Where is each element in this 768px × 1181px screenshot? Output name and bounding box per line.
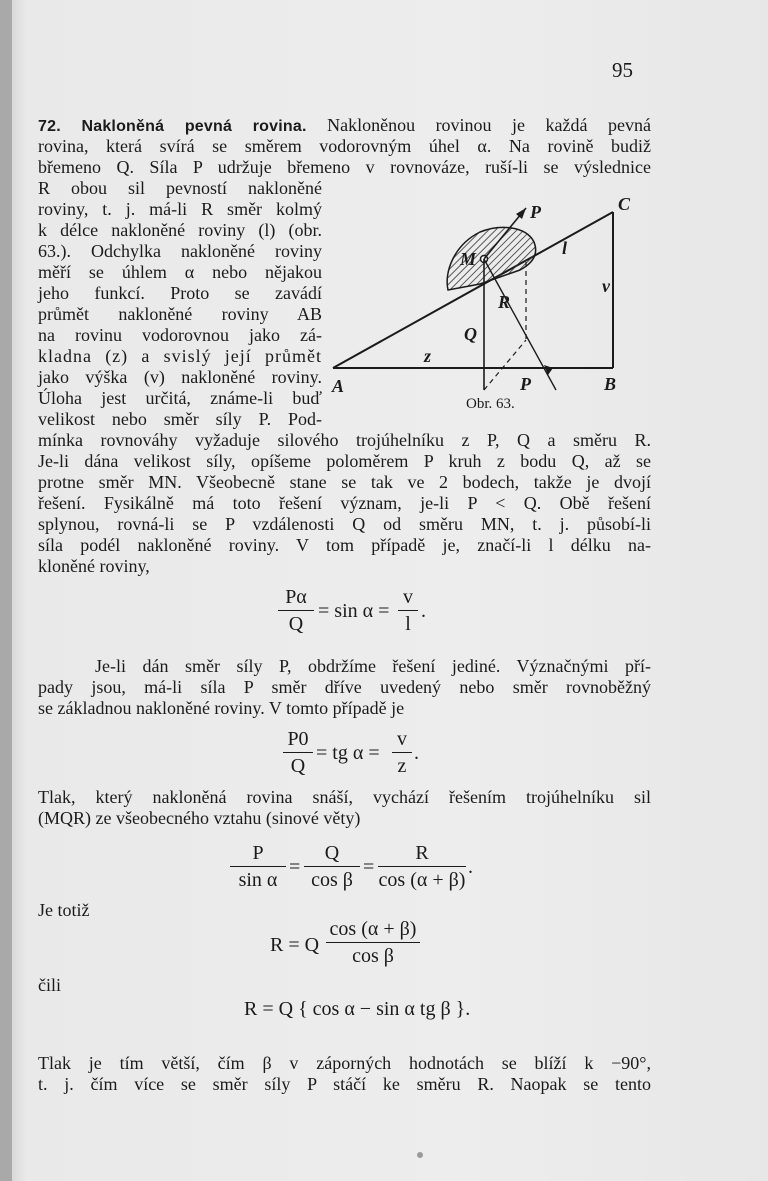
text-line: (MQR) ze všeobecného vztahu (sinové věty) <box>38 808 361 828</box>
fraction-bar <box>304 866 360 867</box>
text-line: řešení. Fysikálně má toto řešení význam, je-li P < Q. Obě řešení <box>38 493 651 513</box>
eq3-den-1: sin α <box>238 869 278 891</box>
eq2-numerator: P0 <box>287 728 309 750</box>
eq3-num-1: P <box>252 842 264 864</box>
text-line: průmět nakloněné roviny AB <box>38 304 322 324</box>
eq3-equals-1: = <box>289 856 301 878</box>
eq4-denominator: cos β <box>352 945 394 967</box>
text-line: břemeno Q. Síla P udržuje břemeno v rovnováze, ruší-li se výslednice <box>38 157 651 177</box>
eq4-numerator: cos (α + β) <box>329 918 417 940</box>
force-r-line <box>484 259 556 390</box>
text-line: na rovinu vodorovnou jako zá- <box>38 325 322 345</box>
text-line: roviny, t. j. má-li R směr kolmý <box>38 199 322 219</box>
eq4-lhs: R = Q <box>270 934 320 956</box>
eq3-equals-2: = <box>363 856 375 878</box>
label-m: M <box>460 249 477 269</box>
eq1-denominator: Q <box>288 613 304 635</box>
eq3-fraction-3 <box>378 842 466 891</box>
fraction-bar <box>278 610 314 611</box>
eq3-den-3: cos (α + β) <box>378 869 466 891</box>
page-speck <box>417 1152 423 1158</box>
fraction-bar <box>283 752 313 753</box>
eq1-fraction-right <box>398 586 418 635</box>
text-cili: čili <box>38 975 61 995</box>
text-je-totiz: Je totiž <box>38 900 90 920</box>
text-line: t. j. čím více se směr síly P stáčí ke směru R. Naopak se tento <box>38 1074 651 1094</box>
eq2-numerator-2: v <box>397 728 407 750</box>
section-heading: 72. Nakloněná pevná rovina. <box>38 118 307 135</box>
text-line: jako výška (v) nakloněné roviny. <box>38 367 322 387</box>
label-c: C <box>618 194 631 214</box>
text-line: Je-li dán směr síly P, obdržíme řešení jediné. Význačnými pří- <box>95 656 651 676</box>
text-line: R obou sil pevností nakloněné <box>38 178 322 198</box>
text-line: 63.). Odchylka nakloněné roviny <box>38 241 322 261</box>
figure-caption: Obr. 63. <box>466 396 515 412</box>
eq3-fraction-1 <box>230 842 286 891</box>
section-first-line-rest: Nakloněnou rovinou je každá pevná <box>306 115 651 135</box>
label-q: Q <box>464 324 477 344</box>
page-number: 95 <box>612 58 633 82</box>
text-line: kladna (z) a svislý její průmět <box>38 346 322 366</box>
text-line: pady jsou, má-li síla P směr dříve uvedený nebo směr rovnoběžný <box>38 677 651 697</box>
label-v: v <box>602 276 610 296</box>
text-line: rovina, která svírá se směrem vodorovným úhel α. Na rovině budiž <box>38 136 651 156</box>
label-p-bottom: P <box>520 374 531 394</box>
eq1-fraction-left <box>278 586 314 635</box>
text-line: splynou, rovná-li se P vzdálenosti Q od směru MN, t. j. působí-li <box>38 514 651 534</box>
text-line: Je-li dána velikost síly, opíšeme poloměrem P kruh z bodu Q, až se <box>38 451 651 471</box>
eq3-num-2: Q <box>324 842 340 864</box>
eq3-num-3: R <box>415 842 429 864</box>
eq5: R = Q { cos α − sin α tg β }. <box>244 998 471 1020</box>
text-line: mínka rovnováhy vyžaduje silového trojúhelníku z P, Q a směru R. <box>38 430 651 450</box>
eq3-end: . <box>468 856 473 878</box>
text-line: Tlak je tím větší, čím β v záporných hodnotách se blíží k −90°, <box>38 1053 651 1073</box>
eq2-fraction-left <box>283 728 313 777</box>
text-line: jeho funkcí. Proto se zavádí <box>38 283 322 303</box>
eq3-den-2: cos β <box>311 869 353 891</box>
label-l: l <box>562 238 568 258</box>
label-r: R <box>498 292 511 312</box>
text-line: Tlak, který nakloněná rovina snáší, vychází řešením trojúhelníku sil <box>38 787 651 807</box>
text-line: se základnou nakloněné roviny. V tomto případě je <box>38 698 405 718</box>
text-line: velikost nebo směr síly P. Pod- <box>38 409 322 429</box>
text-line: k délce nakloněné roviny (l) (obr. <box>38 220 322 240</box>
label-a: A <box>332 376 345 396</box>
text-line: síla podél nakloněné roviny. V tom případě je, značí-li l délku na- <box>38 535 651 555</box>
eq1-numerator-2: v <box>403 586 413 608</box>
text-line: kloněné roviny, <box>38 556 150 576</box>
text-line: protne směr MN. Všeobecně stane se tak ve 2 bodech, takže je dvojí <box>38 472 651 492</box>
eq2-denominator: Q <box>290 755 306 777</box>
eq1-end: . <box>421 600 426 622</box>
fraction-bar <box>230 866 286 867</box>
text-line: Úloha jest určitá, známe-li buď <box>38 388 322 408</box>
page-edge-shadow <box>0 0 12 1181</box>
label-b: B <box>604 374 617 394</box>
eq3-fraction-2 <box>304 842 360 891</box>
eq2-fraction-right <box>392 728 412 777</box>
section-first-line <box>38 115 651 137</box>
fraction-bar <box>392 752 412 753</box>
label-z: z <box>424 346 432 366</box>
eq2-end: . <box>414 742 419 764</box>
figure-inclined-plane <box>330 190 650 400</box>
eq2-middle: = tg α = <box>316 742 380 764</box>
fraction-bar <box>398 610 418 611</box>
fraction-bar <box>378 866 466 867</box>
eq1-numerator: Pα <box>285 586 307 608</box>
fraction-bar <box>326 942 420 943</box>
eq1-denominator-2: l <box>405 613 411 635</box>
eq4-fraction <box>326 918 420 967</box>
eq2-denominator-2: z <box>397 755 407 777</box>
label-p-top: P <box>530 202 541 222</box>
eq1-middle: = sin α = <box>318 600 390 622</box>
text-line: měří se úhlem α nebo nějakou <box>38 262 322 282</box>
